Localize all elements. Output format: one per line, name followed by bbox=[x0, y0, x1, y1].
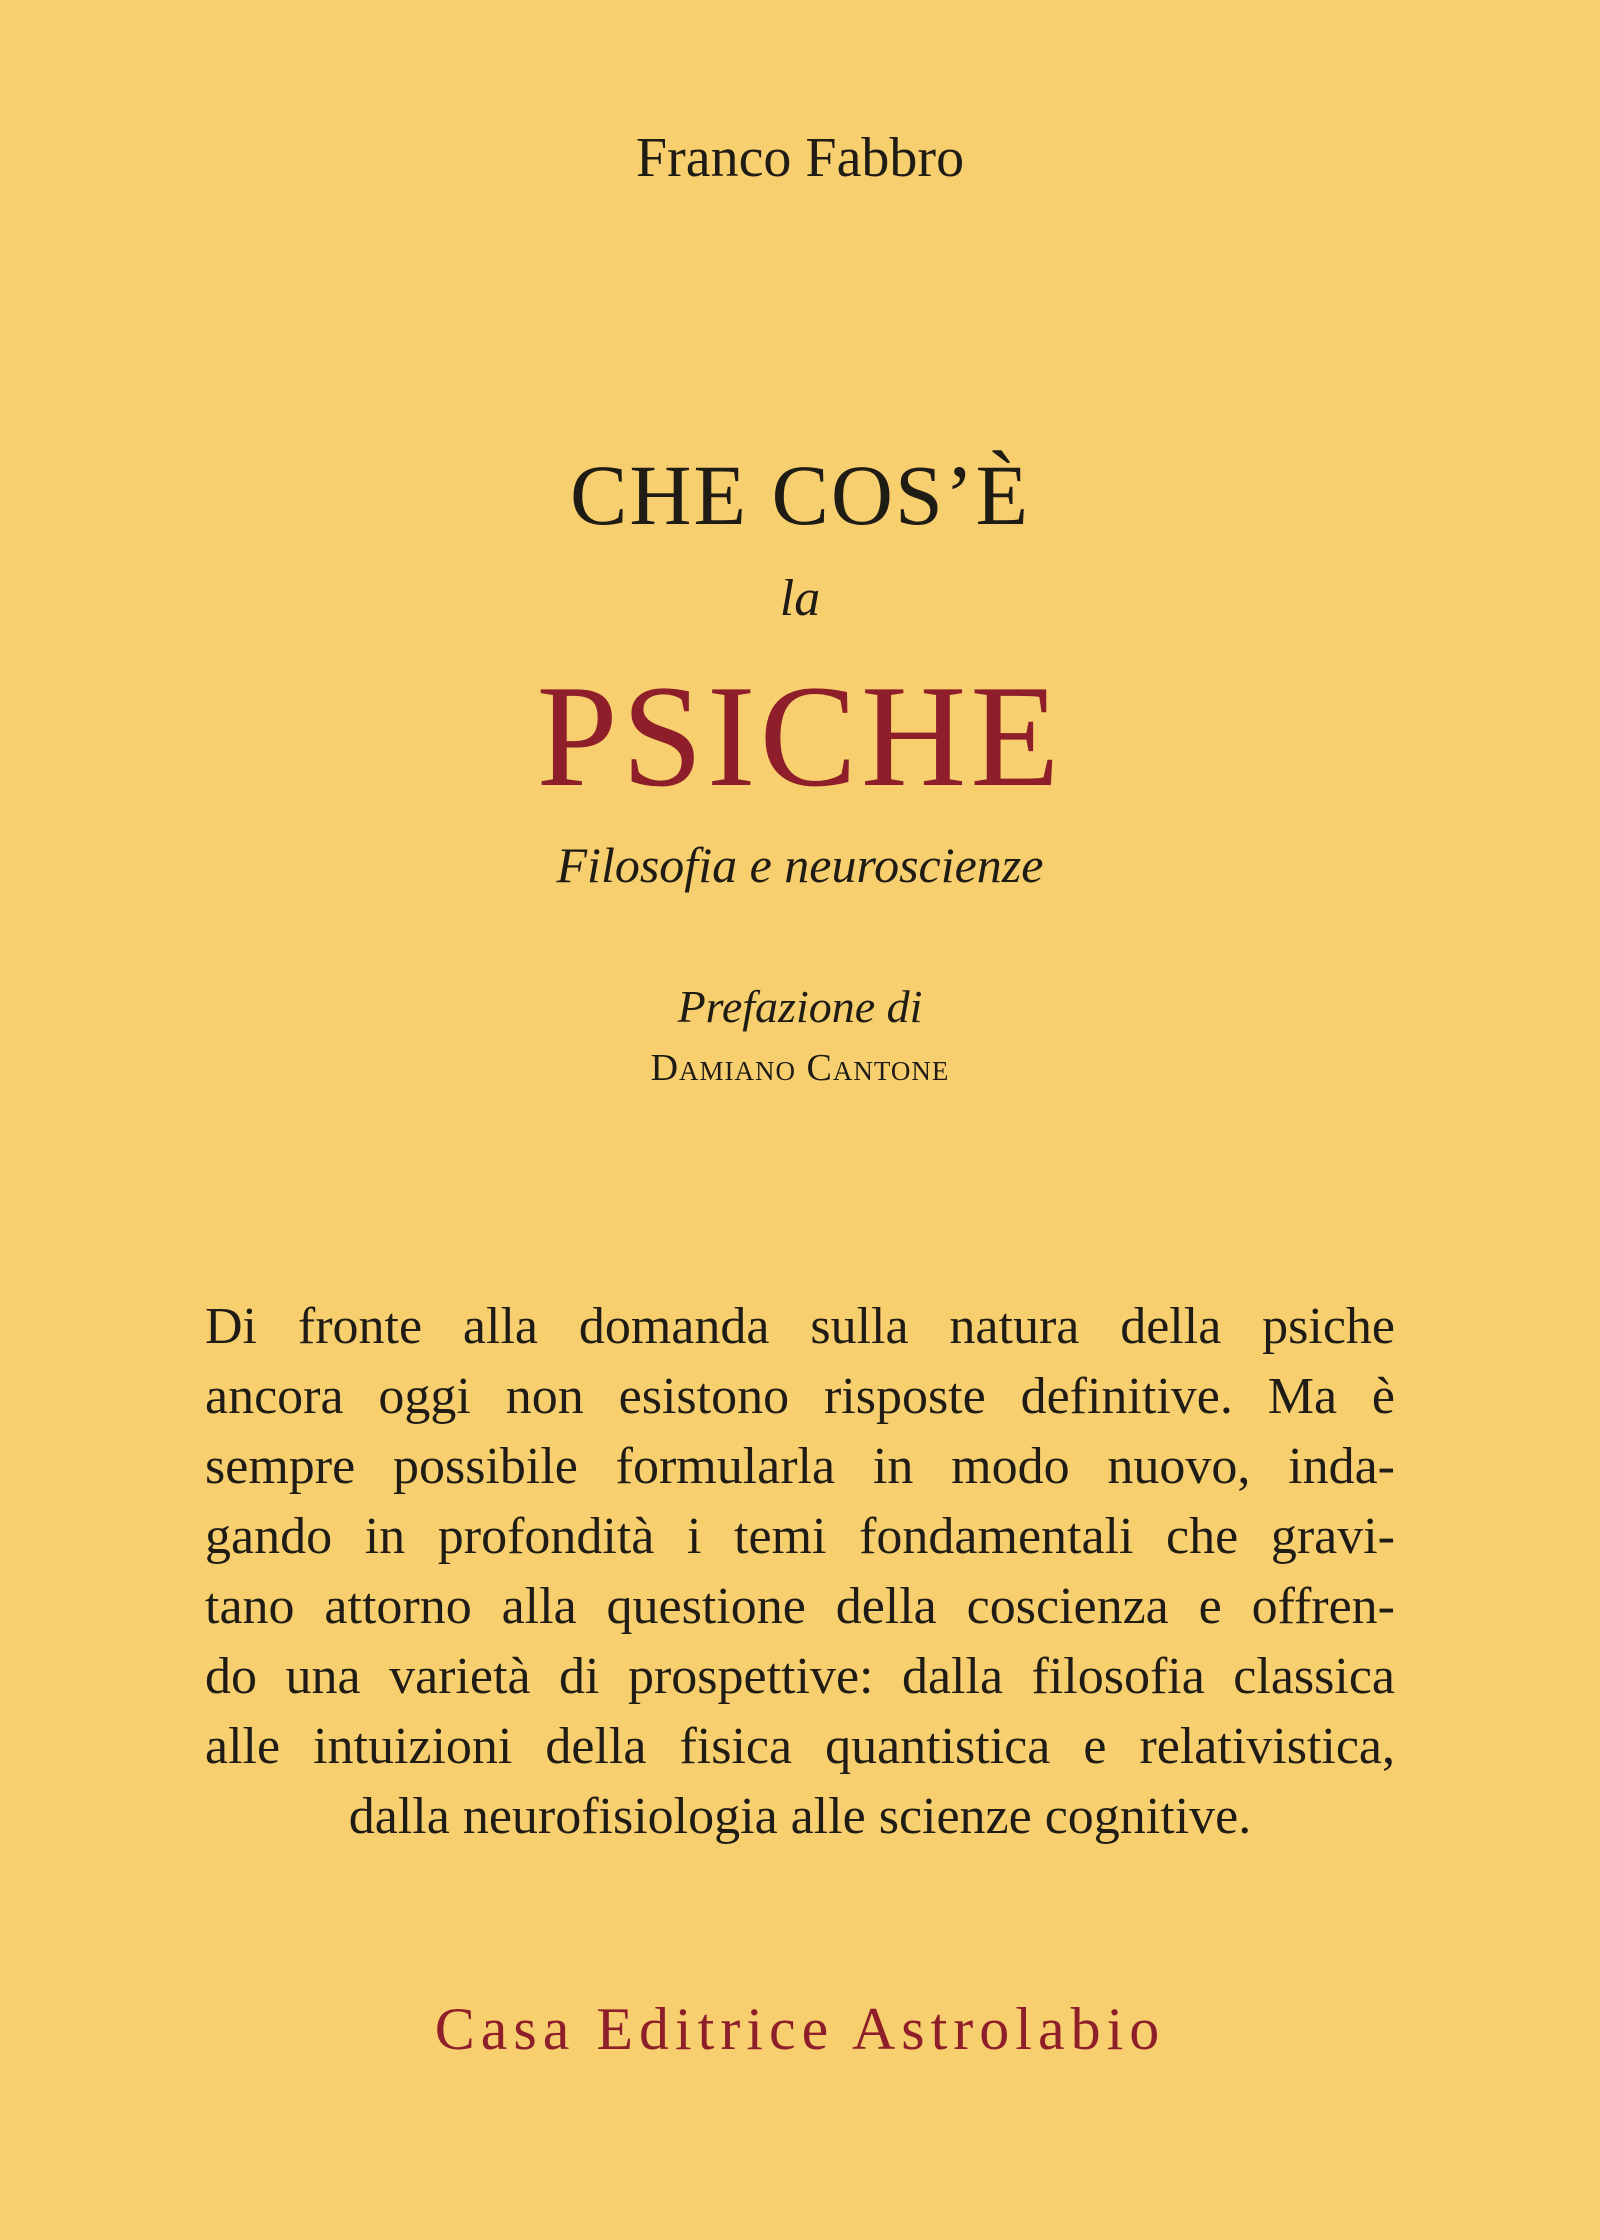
blurb-line: alle intuizioni della fisica quantistica e relativistica, bbox=[205, 1718, 1395, 1775]
preface-label: Prefazione di bbox=[677, 981, 923, 1032]
blurb-line: do una varietà di prospettive: dalla filosofia classica bbox=[205, 1648, 1395, 1705]
blurb-line: tano attorno alla questione della coscienza e offren- bbox=[205, 1578, 1395, 1635]
blurb-line: dalla neurofisiologia alle scienze cognitive. bbox=[348, 1788, 1252, 1845]
blurb-line: ancora oggi non esistono risposte definitive. Ma è bbox=[205, 1368, 1395, 1425]
author-name: Franco Fabbro bbox=[635, 127, 965, 189]
preface-author: Damiano Cantone bbox=[650, 1047, 950, 1089]
cover-blurb bbox=[205, 1292, 1395, 1852]
blurb-line: sempre possibile formularla in modo nuovo, inda- bbox=[205, 1438, 1395, 1495]
blurb-line: Di fronte alla domanda sulla natura della psiche bbox=[205, 1298, 1395, 1355]
blurb-line: gando in profondità i temi fondamentali che gravi- bbox=[205, 1508, 1395, 1565]
subtitle: Filosofia e neuroscienze bbox=[556, 837, 1044, 893]
publisher-name: Casa Editrice Astrolabio bbox=[434, 1996, 1166, 2062]
title-article: la bbox=[779, 570, 821, 627]
title-line-1: CHE COS’È bbox=[570, 447, 1030, 543]
title-main-word: PSICHE bbox=[536, 655, 1064, 817]
